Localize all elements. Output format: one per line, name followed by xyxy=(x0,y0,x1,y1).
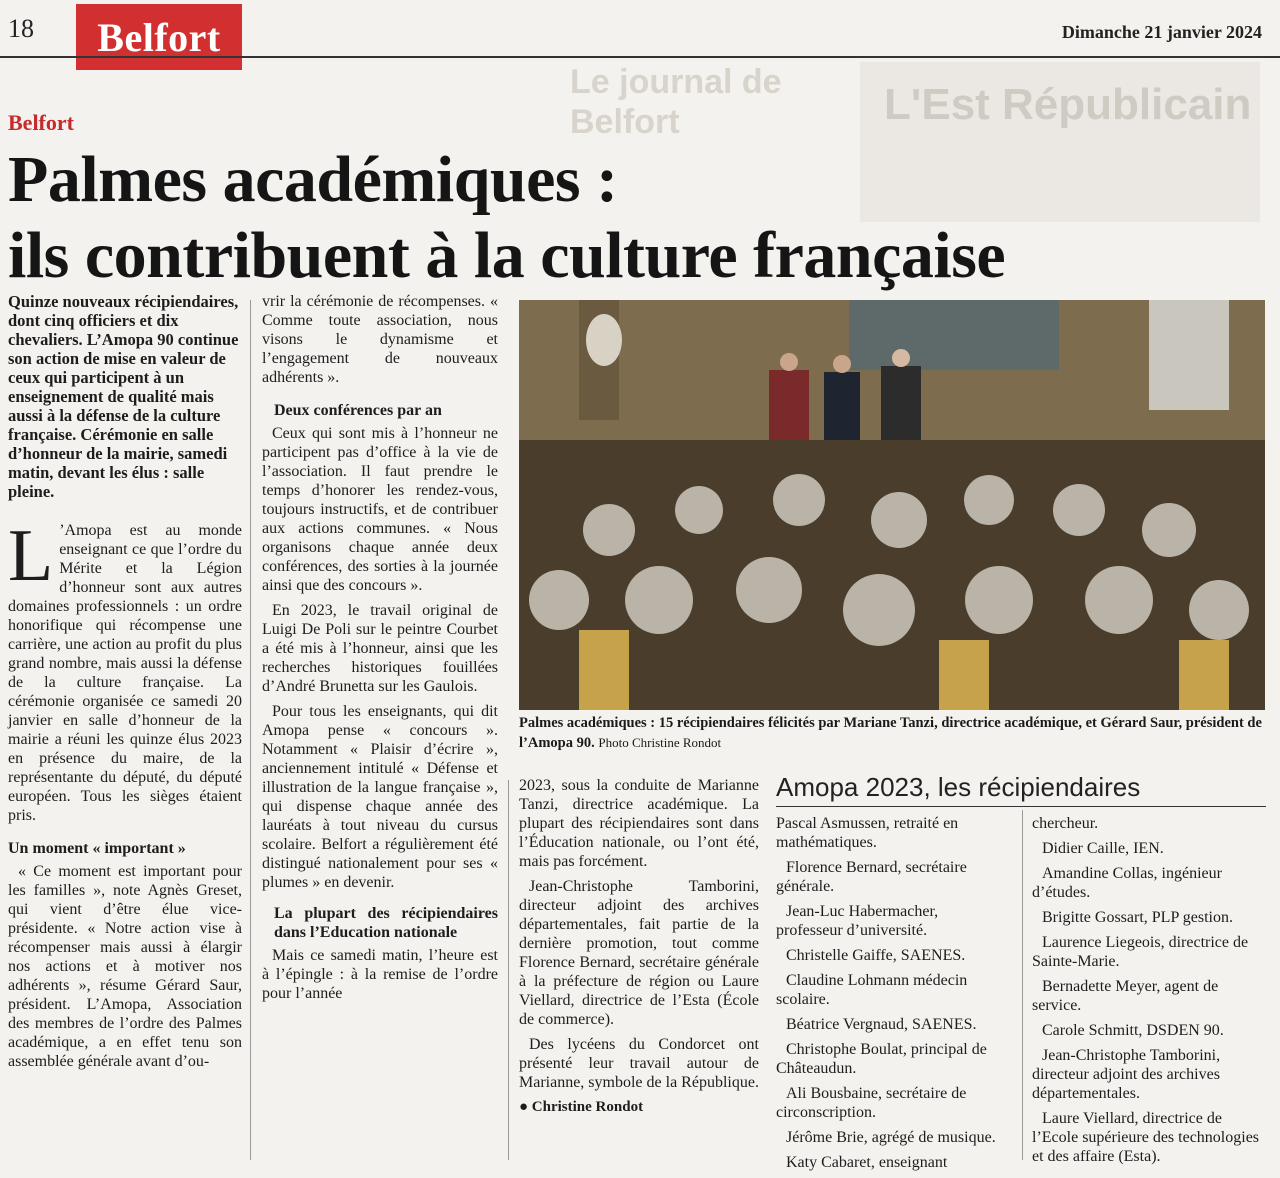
col3-paragraph-1: 2023, sous la conduite de Marianne Tanzi, directrice académique. La plupart des récipiendaires sont dans l’Éducation nationale, ou l’ont été, mais pas forcément. xyxy=(519,777,759,870)
ghost-masthead-text: L'Est Républicain xyxy=(884,80,1252,129)
subhead: La plupart des récipiendaires dans l’Education nationale xyxy=(274,905,498,941)
section-label: Belfort xyxy=(8,110,74,135)
recipient: Christophe Boulat, principal de Châteaudun. xyxy=(776,1041,987,1077)
speaker-2 xyxy=(824,372,860,440)
column-3 xyxy=(519,776,759,1117)
recipient: Béatrice Vergnaud, SAENES. xyxy=(786,1016,977,1033)
section-brand-logo: Belfort xyxy=(76,4,242,70)
edition-date: Dimanche 21 janvier 2024 xyxy=(1061,22,1262,42)
paragraph-2: « Ce moment est important pour les familles », note Agnès Greset, qui vient d’être élue vice-présidente. « Notre action vise à récompenser mais aussi à élargir nos actions et à motiver nos adhérents », résume Gérard Saur, président. L’Amopa, Association des membres de l’ordre des Palmes académique, a en effet tenu son assemblée générale avant d’ou- xyxy=(8,863,242,1070)
recipients-title: Amopa 2023, les récipiendaires xyxy=(776,772,1141,802)
recipient: Brigitte Gossart, PLP gestion. xyxy=(1042,909,1233,926)
col2-paragraph-4: Pour tous les enseignants, qui dit Amopa pense « concours ». Notamment « Plaisir d’écrire », anciennement intitulé « Défense et illustration de la langue française », qui dispense chaque année des lauréats à tout niveau du cursus scolaire. Belfort a régulièrement été distingué nationalement pour ses « plumes » en devenir. xyxy=(262,703,498,891)
recipient: Jérôme Brie, agrégé de musique. xyxy=(786,1129,996,1146)
headline-line-2: ils contribuent à la culture française xyxy=(8,219,1006,292)
recipient: chercheur. xyxy=(1032,815,1099,832)
col2-paragraph-5: Mais ce samedi matin, l’heure est à l’épingle : à la remise de l’ordre pour l’année xyxy=(262,947,498,1002)
page-number: 18 xyxy=(8,14,34,43)
recipients-divider xyxy=(1022,810,1023,1160)
recipient: Ali Bousbaine, secrétaire de circonscription. xyxy=(776,1085,967,1121)
ceremony-photo-illustration xyxy=(519,300,1265,710)
photo-credit: Photo Christine Rondot xyxy=(598,735,722,750)
speaker-1 xyxy=(769,370,809,440)
recipients-column-2 xyxy=(1032,814,1264,1172)
recipient: Jean-Luc Habermacher, professeur d’université. xyxy=(776,903,939,939)
photo-caption xyxy=(519,714,1265,753)
article-chapo: Quinze nouveaux récipiendaires, dont cinq officiers et dix chevaliers. L’Amopa 90 continue son action de mise en valeur de ceux qui participent à un enseignement de qualité mais aussi à la défense de la culture française. Cérémonie en salle d’honneur de la mairie, samedi matin, devant les élus : salle pleine. xyxy=(8,292,239,501)
headline-line-1: Palmes académiques : xyxy=(8,143,618,216)
recipient: Bernadette Meyer, agent de service. xyxy=(1032,978,1219,1014)
paragraph-1 xyxy=(8,515,242,825)
paragraph-1-text: ’Amopa est au monde enseignant ce que l’ordre du Mérite et la Légion d’honneur sont aux autres domaines professionnels : un ordre honorifique qui récompense une carrière, une action au profit du plus grand nombre, mais aussi la défense de la culture française. La cérémonie organisée ce samedi 20 janvier en salle d’honneur de la mairie a réuni les quinze élus 2023 en présence du maire, de la représentante du député, du député européen. Tous les sièges étaient pris. xyxy=(8,522,242,824)
recipients-rule xyxy=(776,806,1266,807)
recipient: Amandine Collas, ingénieur d’études. xyxy=(1032,865,1222,901)
speaker-2-head xyxy=(833,355,851,373)
recipient: Christelle Gaiffe, SAENES. xyxy=(786,947,966,964)
column-1 xyxy=(8,292,242,1077)
column-divider-1 xyxy=(250,300,251,1160)
recipient: Laure Viellard, directrice de l’Ecole supérieure des technologies et des affaire (Esta). xyxy=(1032,1110,1260,1165)
recipient: Katy Cabaret, enseignant xyxy=(786,1154,948,1171)
speaker-3-head xyxy=(892,349,910,367)
recipients-column-1 xyxy=(776,814,1008,1178)
speaker-3 xyxy=(881,366,921,440)
recipient: Claudine Lohmann médecin scolaire. xyxy=(776,972,968,1008)
ghost-journal-title: Le journal de Belfort xyxy=(570,63,782,141)
col2-paragraph-1: vrir la cérémonie de récompenses. « Comme toute association, nous visons le dynamisme et l’engagement de nouveaux adhérents ». xyxy=(262,293,498,386)
ceremony-photo xyxy=(519,300,1265,710)
intertitle-1: Un moment « important » xyxy=(8,840,186,857)
article-signature: ● Christine Rondot xyxy=(519,1099,644,1115)
caption-text: Palmes académiques : 15 récipiendaires félicités par Mariane Tanzi, directrice académique, et Gérard Saur, président de l’Amopa 90. xyxy=(519,715,1262,751)
recipient: Laurence Liegeois, directrice de Sainte-Marie. xyxy=(1032,934,1249,970)
recipient: Didier Caille, IEN. xyxy=(1042,840,1164,857)
column-2 xyxy=(262,292,498,1009)
bust-statue xyxy=(586,314,622,366)
window xyxy=(1149,300,1229,410)
header-rule xyxy=(0,56,1280,58)
recipient: Florence Bernard, secrétaire générale. xyxy=(776,859,967,895)
recipient: Jean-Christophe Tamborini, directeur adjoint des archives départementales. xyxy=(1032,1047,1221,1102)
tapestry-painting xyxy=(849,300,1059,370)
audience-area xyxy=(519,440,1265,710)
drop-cap: L xyxy=(8,515,54,597)
col2-paragraph-2: Ceux qui sont mis à l’honneur ne participent pas d’office à la vie de l’association. Il faut prendre le temps d’honorer les rendez-vous, toujours instructifs, et de contribuer aux actions communes. « Nous organisons chaque année deux conférences, des sorties à la journée ainsi que des concours ». xyxy=(262,425,498,594)
intertitle-2: Deux conférences par an xyxy=(274,402,442,419)
recipient: Pascal Asmussen, retraité en mathématiques. xyxy=(776,815,959,851)
speaker-1-head xyxy=(780,353,798,371)
headline xyxy=(8,142,1278,294)
recipient: Carole Schmitt, DSDEN 90. xyxy=(1042,1022,1224,1039)
col3-paragraph-3: Des lycéens du Condorcet ont présenté leur travail autour de Marianne, symbole de la République. xyxy=(519,1036,759,1091)
column-divider-2 xyxy=(508,780,509,1160)
col3-paragraph-2: Jean-Christophe Tamborini, directeur adjoint des archives départementales, fait partie de la dernière promotion, tout comme Florence Bernard, secrétaire générale à la préfecture de région ou Laure Viellard, directrice de l’Esta (École de commerce). xyxy=(519,878,759,1028)
col2-paragraph-3: En 2023, le travail original de Luigi De Poli sur le peintre Courbet a été mis à l’honneur, ainsi que les recherches historiques fouillées d’André Brunetta sur les Gaulois. xyxy=(262,602,498,695)
